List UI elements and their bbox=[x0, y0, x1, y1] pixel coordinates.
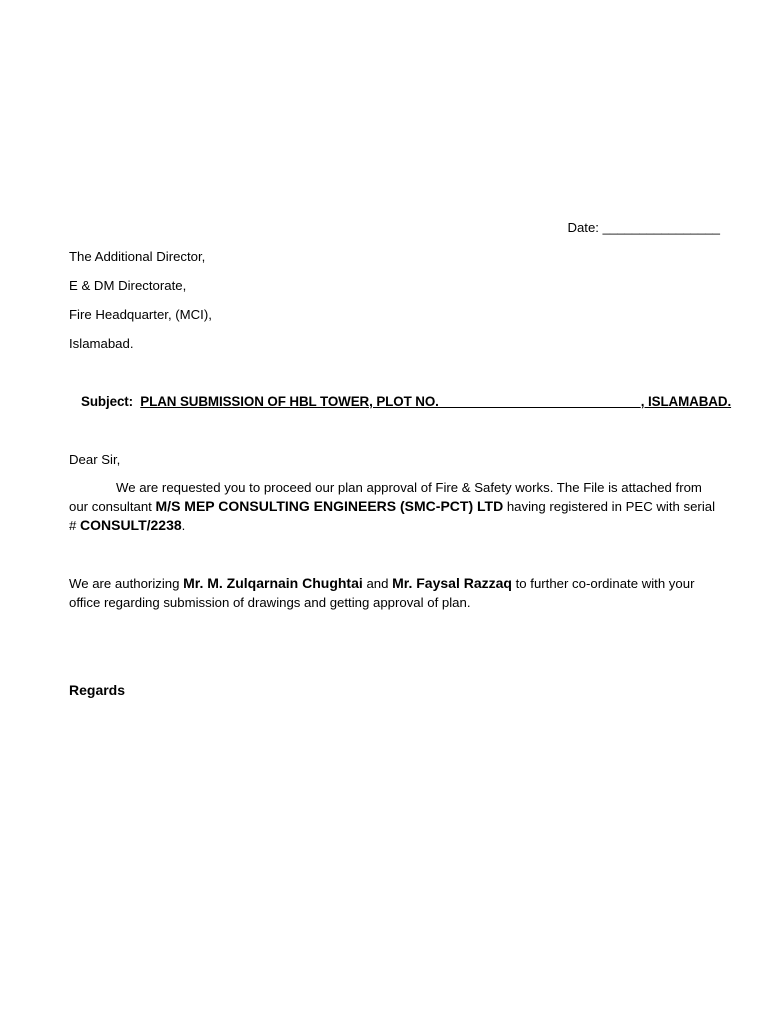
recipient-line-2: E & DM Directorate, bbox=[69, 278, 187, 293]
consultant-name: M/S MEP CONSULTING ENGINEERS (SMC-PCT) LTD bbox=[155, 498, 504, 514]
paragraph-1-part-3: . bbox=[181, 518, 186, 533]
paragraph-1-part-2: having registered in PEC with serial # bbox=[69, 499, 716, 533]
closing-regards: Regards bbox=[69, 682, 126, 698]
subject-label: Subject: bbox=[81, 394, 134, 409]
recipient-line-4: Islamabad. bbox=[69, 336, 134, 351]
subject-line bbox=[81, 392, 731, 411]
date-line: Date: ________________ bbox=[567, 220, 720, 235]
authorized-person-1: Mr. M. Zulqarnain Chughtai bbox=[183, 575, 363, 591]
subject-text: PLAN SUBMISSION OF HBL TOWER, PLOT NO. ___________________________, ISLAMABAD. bbox=[140, 394, 732, 409]
paragraph-2 bbox=[69, 574, 724, 612]
authorized-person-2: Mr. Faysal Razzaq bbox=[392, 575, 512, 591]
recipient-line-1: The Additional Director, bbox=[69, 249, 206, 264]
paragraph-1-part-1: We are requested you to proceed our plan approval of Fire & Safety works. The File is attached from our consultant bbox=[69, 480, 702, 514]
serial-number: CONSULT/2238 bbox=[80, 517, 182, 533]
paragraph-1 bbox=[69, 478, 724, 535]
salutation: Dear Sir, bbox=[69, 452, 121, 467]
paragraph-2-part-3: to further co-ordinate with your office regarding submission of drawings and getting approval of plan. bbox=[69, 576, 695, 610]
paragraph-2-part-2: and bbox=[362, 576, 393, 591]
paragraph-2-part-1: We are authorizing bbox=[69, 576, 184, 591]
recipient-line-3: Fire Headquarter, (MCI), bbox=[69, 307, 212, 322]
